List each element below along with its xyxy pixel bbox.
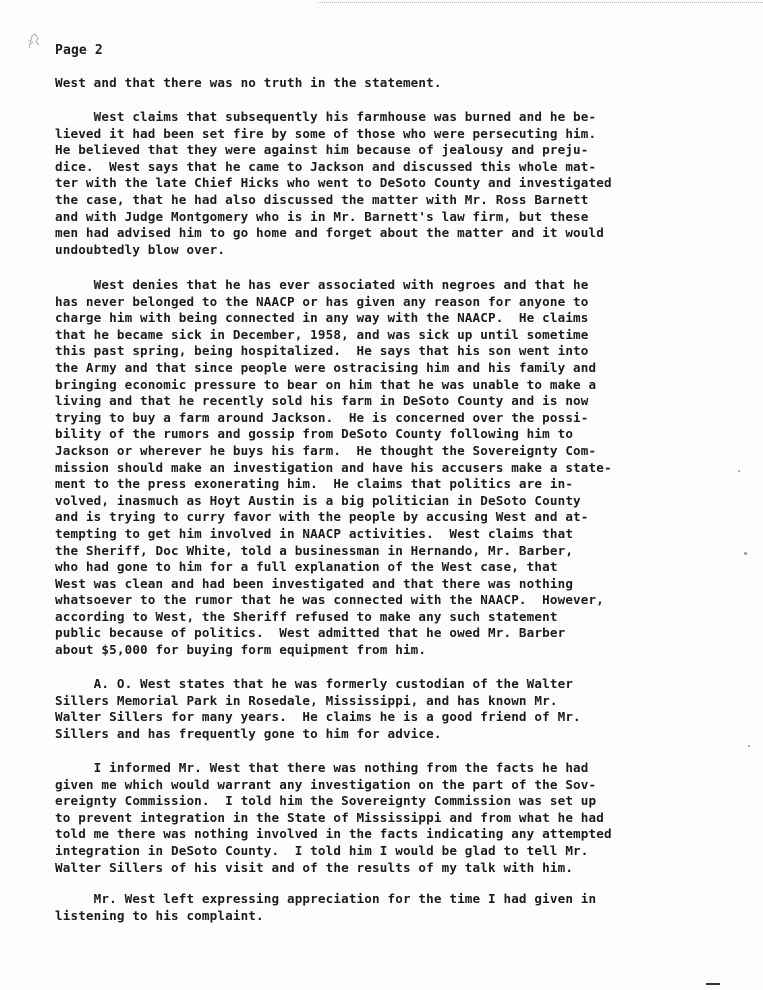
text-line: West denies that he has ever associated with negroes and that he bbox=[55, 277, 589, 292]
paragraph-3 bbox=[55, 277, 735, 659]
text-line: bringing economic pressure to bear on him that he was unable to make a bbox=[55, 376, 597, 392]
text-line: West claims that subsequently his farmhouse was burned and he be- bbox=[55, 109, 597, 124]
text-line: undoubtedly blow over. bbox=[55, 241, 226, 257]
text-line: ment to the press exonerating him. He claims that politics are in- bbox=[55, 476, 574, 492]
text-line: I informed Mr. West that there was nothing from the facts he had bbox=[55, 760, 589, 775]
text-line: trying to buy a farm around Jackson. He is concerned over the possi- bbox=[55, 409, 589, 425]
text-line: told me there was nothing involved in the facts indicating any attempted bbox=[55, 826, 612, 842]
text-line: mission should make an investigation and have his accusers make a state- bbox=[55, 459, 612, 475]
text-line: that he became sick in December, 1958, and was sick up until sometime bbox=[55, 326, 589, 342]
paper-speck bbox=[738, 470, 740, 472]
text-line: He believed that they were against him because of jealousy and preju- bbox=[55, 142, 589, 158]
text-line: ereignty Commission. I told him the Sovereignty Commission was set up bbox=[55, 793, 597, 809]
text-line: the Army and that since people were ostracising him and his family and bbox=[55, 359, 597, 375]
paragraph-1 bbox=[55, 75, 735, 92]
top-dotted-rule bbox=[318, 2, 763, 3]
page-number-label: Page 2 bbox=[55, 43, 103, 58]
text-line: according to West, the Sheriff refused to make any such statement bbox=[55, 608, 558, 624]
text-line: lieved it had been set fire by some of those who were persecuting him. bbox=[55, 125, 597, 141]
text-line: bility of the rumors and gossip from DeSoto County following him to bbox=[55, 426, 574, 442]
text-line: tempting to get him involved in NAACP activities. West claims that bbox=[55, 525, 574, 541]
text-line: Jackson or wherever he buys his farm. He thought the Sovereignty Com- bbox=[55, 442, 597, 458]
text-line: West and that there was no truth in the statement. bbox=[55, 75, 442, 90]
text-line: given me which would warrant any investigation on the part of the Sov- bbox=[55, 776, 597, 792]
text-line: charge him with being connected in any way with the NAACP. He claims bbox=[55, 310, 589, 326]
text-line: A. O. West states that he was formerly custodian of the Walter bbox=[55, 676, 574, 691]
text-line: Walter Sillers of his visit and of the results of my talk with him. bbox=[55, 859, 574, 875]
text-line: Sillers Memorial Park in Rosedale, Mississippi, and has known Mr. bbox=[55, 692, 558, 708]
text-line: Walter Sillers for many years. He claims he is a good friend of Mr. bbox=[55, 709, 581, 725]
text-line: public because of politics. West admitted that he owed Mr. Barber bbox=[55, 625, 566, 641]
text-line: has never belonged to the NAACP or has given any reason for anyone to bbox=[55, 293, 589, 309]
text-line: about $5,000 for buying form equipment from him. bbox=[55, 642, 427, 658]
paragraph-5 bbox=[55, 760, 735, 876]
text-line: this past spring, being hospitalized. He says that his son went into bbox=[55, 343, 589, 359]
text-line: whatsoever to the rumor that he was connected with the NAACP. However, bbox=[55, 592, 604, 608]
text-line: Sillers and has frequently gone to him for advice. bbox=[55, 725, 442, 741]
text-line: men had advised him to go home and forget about the matter and it would bbox=[55, 225, 604, 241]
text-line: listening to his complaint. bbox=[55, 907, 264, 923]
text-line: and is trying to curry favor with the people by accusing West and at- bbox=[55, 509, 589, 525]
paragraph-6 bbox=[55, 891, 735, 924]
text-line: living and that he recently sold his farm in DeSoto County and is now bbox=[55, 393, 589, 409]
text-line: Mr. West left expressing appreciation for the time I had given in bbox=[55, 891, 597, 906]
text-line: integration in DeSoto County. I told him I would be glad to tell Mr. bbox=[55, 842, 589, 858]
text-line: the Sheriff, Doc White, told a businessman in Hernando, Mr. Barber, bbox=[55, 542, 574, 558]
text-line: ter with the late Chief Hicks who went to DeSoto County and investigated bbox=[55, 175, 612, 191]
text-line: volved, inasmuch as Hoyt Austin is a big politician in DeSoto County bbox=[55, 492, 581, 508]
text-line: the case, that he had also discussed the matter with Mr. Ross Barnett bbox=[55, 191, 589, 207]
text-line: who had gone to him for a full explanation of the West case, that bbox=[55, 559, 558, 575]
corner-smudge-mark bbox=[26, 30, 42, 52]
paper-speck bbox=[748, 745, 750, 747]
text-line: dice. West says that he came to Jackson and discussed this whole mat- bbox=[55, 158, 597, 174]
text-line: West was clean and had been investigated and that there was nothing bbox=[55, 575, 574, 591]
paragraph-4 bbox=[55, 676, 735, 742]
text-line: to prevent integration in the State of Mississippi and from what he had bbox=[55, 809, 604, 825]
paper-speck bbox=[744, 552, 747, 555]
bottom-ink-mark bbox=[706, 983, 720, 985]
paragraph-2 bbox=[55, 109, 735, 258]
text-line: and with Judge Montgomery who is in Mr. Barnett's law firm, but these bbox=[55, 208, 589, 224]
